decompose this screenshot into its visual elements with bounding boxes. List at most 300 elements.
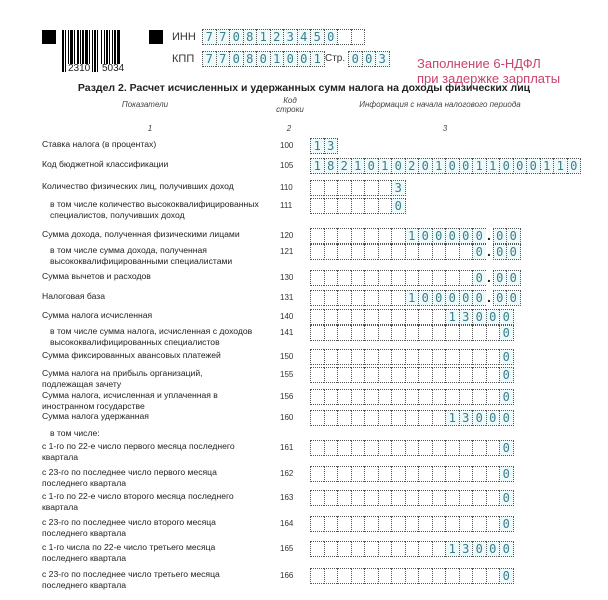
digit-cell[interactable] bbox=[378, 198, 392, 214]
digit-cell[interactable] bbox=[405, 466, 419, 482]
digit-cell[interactable] bbox=[310, 516, 324, 532]
digit-cell[interactable] bbox=[432, 309, 446, 325]
digit-cell[interactable] bbox=[351, 309, 365, 325]
digit-cell[interactable] bbox=[405, 367, 419, 383]
digit-cell[interactable]: 0 bbox=[506, 290, 521, 306]
digit-cell[interactable] bbox=[310, 410, 324, 426]
digit-cell[interactable] bbox=[364, 410, 378, 426]
row-fraction-field[interactable] bbox=[493, 270, 521, 286]
digit-cell[interactable]: 7 bbox=[202, 51, 216, 67]
digit-cell[interactable] bbox=[351, 367, 365, 383]
digit-cell[interactable]: 2 bbox=[270, 29, 284, 45]
digit-cell[interactable]: 0 bbox=[472, 228, 486, 244]
digit-cell[interactable] bbox=[337, 198, 351, 214]
digit-cell[interactable] bbox=[418, 541, 432, 557]
digit-cell[interactable] bbox=[418, 516, 432, 532]
digit-cell[interactable] bbox=[324, 349, 338, 365]
row-value-field[interactable] bbox=[310, 180, 406, 196]
digit-cell[interactable] bbox=[337, 389, 351, 405]
digit-cell[interactable] bbox=[378, 228, 392, 244]
digit-cell[interactable]: 0 bbox=[472, 309, 486, 325]
digit-cell[interactable]: 1 bbox=[445, 309, 459, 325]
digit-cell[interactable]: 0 bbox=[486, 309, 500, 325]
digit-cell[interactable] bbox=[418, 270, 432, 286]
digit-cell[interactable] bbox=[337, 349, 351, 365]
digit-cell[interactable]: 3 bbox=[391, 180, 406, 196]
digit-cell[interactable]: 0 bbox=[364, 158, 378, 174]
row-value-field[interactable] bbox=[310, 349, 514, 365]
digit-cell[interactable]: 0 bbox=[493, 244, 507, 260]
digit-cell[interactable]: 1 bbox=[486, 158, 500, 174]
row-value-field[interactable] bbox=[310, 410, 514, 426]
digit-cell[interactable]: 8 bbox=[324, 158, 338, 174]
digit-cell[interactable] bbox=[445, 349, 459, 365]
row-value-field[interactable] bbox=[310, 198, 406, 214]
digit-cell[interactable] bbox=[337, 270, 351, 286]
digit-cell[interactable] bbox=[445, 440, 459, 456]
digit-cell[interactable]: 0 bbox=[418, 290, 432, 306]
digit-cell[interactable] bbox=[364, 466, 378, 482]
row-value-field[interactable] bbox=[310, 325, 514, 341]
digit-cell[interactable]: 0 bbox=[362, 51, 376, 67]
digit-cell[interactable] bbox=[391, 309, 405, 325]
digit-cell[interactable] bbox=[351, 349, 365, 365]
digit-cell[interactable] bbox=[351, 568, 365, 584]
digit-cell[interactable] bbox=[486, 440, 500, 456]
digit-cell[interactable] bbox=[378, 516, 392, 532]
digit-cell[interactable] bbox=[364, 516, 378, 532]
digit-cell[interactable] bbox=[486, 490, 500, 506]
digit-cell[interactable] bbox=[391, 244, 405, 260]
digit-cell[interactable] bbox=[351, 180, 365, 196]
digit-cell[interactable] bbox=[337, 29, 351, 45]
digit-cell[interactable] bbox=[364, 440, 378, 456]
digit-cell[interactable] bbox=[364, 325, 378, 341]
digit-cell[interactable] bbox=[459, 349, 473, 365]
digit-cell[interactable] bbox=[391, 490, 405, 506]
digit-cell[interactable]: 1 bbox=[405, 228, 419, 244]
digit-cell[interactable] bbox=[472, 490, 486, 506]
row-value-field[interactable] bbox=[310, 440, 514, 456]
digit-cell[interactable] bbox=[378, 180, 392, 196]
digit-cell[interactable] bbox=[378, 490, 392, 506]
digit-cell[interactable] bbox=[310, 367, 324, 383]
digit-cell[interactable] bbox=[324, 290, 338, 306]
digit-cell[interactable]: 0 bbox=[283, 51, 297, 67]
digit-cell[interactable] bbox=[459, 367, 473, 383]
row-value-field[interactable] bbox=[310, 367, 514, 383]
digit-cell[interactable]: 0 bbox=[459, 158, 473, 174]
digit-cell[interactable]: 0 bbox=[472, 244, 486, 260]
digit-cell[interactable] bbox=[459, 440, 473, 456]
digit-cell[interactable] bbox=[405, 244, 419, 260]
digit-cell[interactable] bbox=[364, 198, 378, 214]
digit-cell[interactable] bbox=[337, 228, 351, 244]
digit-cell[interactable] bbox=[364, 541, 378, 557]
digit-cell[interactable] bbox=[378, 440, 392, 456]
digit-cell[interactable] bbox=[310, 244, 324, 260]
digit-cell[interactable] bbox=[472, 440, 486, 456]
digit-cell[interactable]: 0 bbox=[506, 228, 521, 244]
digit-cell[interactable]: 1 bbox=[432, 158, 446, 174]
digit-cell[interactable]: 0 bbox=[348, 51, 362, 67]
digit-cell[interactable] bbox=[364, 349, 378, 365]
row-value-field[interactable] bbox=[310, 244, 521, 260]
digit-cell[interactable] bbox=[405, 389, 419, 405]
digit-cell[interactable]: 0 bbox=[472, 541, 486, 557]
digit-cell[interactable] bbox=[351, 244, 365, 260]
digit-cell[interactable] bbox=[310, 389, 324, 405]
digit-cell[interactable] bbox=[337, 290, 351, 306]
digit-cell[interactable] bbox=[432, 541, 446, 557]
digit-cell[interactable] bbox=[486, 367, 500, 383]
digit-cell[interactable] bbox=[445, 490, 459, 506]
digit-cell[interactable] bbox=[391, 568, 405, 584]
digit-cell[interactable]: 5 bbox=[310, 29, 324, 45]
digit-cell[interactable]: 3 bbox=[459, 541, 473, 557]
digit-cell[interactable] bbox=[459, 325, 473, 341]
digit-cell[interactable] bbox=[405, 410, 419, 426]
digit-cell[interactable] bbox=[324, 389, 338, 405]
digit-cell[interactable] bbox=[337, 180, 351, 196]
digit-cell[interactable] bbox=[324, 541, 338, 557]
digit-cell[interactable] bbox=[337, 410, 351, 426]
digit-cell[interactable] bbox=[472, 349, 486, 365]
digit-cell[interactable] bbox=[472, 516, 486, 532]
digit-cell[interactable]: 0 bbox=[499, 466, 514, 482]
digit-cell[interactable] bbox=[432, 270, 446, 286]
digit-cell[interactable] bbox=[310, 228, 324, 244]
row-value-field[interactable] bbox=[310, 138, 338, 154]
digit-cell[interactable]: 0 bbox=[391, 158, 405, 174]
digit-cell[interactable] bbox=[445, 389, 459, 405]
digit-cell[interactable] bbox=[378, 367, 392, 383]
digit-cell[interactable]: 0 bbox=[486, 541, 500, 557]
digit-cell[interactable]: 1 bbox=[378, 158, 392, 174]
digit-cell[interactable] bbox=[378, 309, 392, 325]
digit-cell[interactable] bbox=[337, 466, 351, 482]
digit-cell[interactable] bbox=[351, 541, 365, 557]
row-value-field[interactable] bbox=[310, 389, 514, 405]
digit-cell[interactable] bbox=[324, 516, 338, 532]
row-value-field[interactable] bbox=[310, 309, 514, 325]
digit-cell[interactable]: 8 bbox=[243, 29, 257, 45]
digit-cell[interactable] bbox=[378, 325, 392, 341]
digit-cell[interactable]: 0 bbox=[432, 290, 446, 306]
digit-cell[interactable] bbox=[324, 180, 338, 196]
digit-cell[interactable]: 1 bbox=[351, 158, 365, 174]
digit-cell[interactable]: 0 bbox=[499, 367, 514, 383]
digit-cell[interactable] bbox=[378, 244, 392, 260]
digit-cell[interactable] bbox=[364, 180, 378, 196]
row-value-field[interactable] bbox=[310, 158, 581, 174]
digit-cell[interactable] bbox=[418, 367, 432, 383]
digit-cell[interactable] bbox=[310, 541, 324, 557]
digit-cell[interactable] bbox=[310, 325, 324, 341]
digit-cell[interactable] bbox=[378, 410, 392, 426]
digit-cell[interactable]: 0 bbox=[459, 228, 473, 244]
digit-cell[interactable] bbox=[405, 541, 419, 557]
digit-cell[interactable] bbox=[351, 440, 365, 456]
digit-cell[interactable]: 0 bbox=[493, 228, 507, 244]
digit-cell[interactable]: 0 bbox=[229, 29, 243, 45]
digit-cell[interactable] bbox=[432, 349, 446, 365]
digit-cell[interactable]: 0 bbox=[418, 228, 432, 244]
digit-cell[interactable]: 0 bbox=[445, 228, 459, 244]
digit-cell[interactable] bbox=[418, 309, 432, 325]
digit-cell[interactable] bbox=[324, 440, 338, 456]
digit-cell[interactable]: 0 bbox=[493, 270, 507, 286]
digit-cell[interactable] bbox=[486, 516, 500, 532]
digit-cell[interactable] bbox=[459, 568, 473, 584]
digit-cell[interactable]: 0 bbox=[499, 490, 514, 506]
digit-cell[interactable] bbox=[472, 389, 486, 405]
digit-cell[interactable] bbox=[378, 541, 392, 557]
digit-cell[interactable] bbox=[459, 270, 473, 286]
digit-cell[interactable] bbox=[418, 490, 432, 506]
digit-cell[interactable] bbox=[364, 490, 378, 506]
digit-cell[interactable] bbox=[337, 325, 351, 341]
digit-cell[interactable] bbox=[337, 244, 351, 260]
digit-cell[interactable] bbox=[472, 367, 486, 383]
digit-cell[interactable] bbox=[405, 568, 419, 584]
digit-cell[interactable] bbox=[364, 244, 378, 260]
digit-cell[interactable]: 0 bbox=[493, 290, 507, 306]
digit-cell[interactable] bbox=[364, 367, 378, 383]
digit-cell[interactable] bbox=[351, 270, 365, 286]
digit-cell[interactable]: 7 bbox=[216, 29, 230, 45]
digit-cell[interactable]: 0 bbox=[499, 568, 514, 584]
digit-cell[interactable]: 0 bbox=[499, 325, 514, 341]
digit-cell[interactable] bbox=[432, 568, 446, 584]
digit-cell[interactable] bbox=[445, 325, 459, 341]
digit-cell[interactable] bbox=[486, 325, 500, 341]
digit-cell[interactable]: 0 bbox=[526, 158, 540, 174]
digit-cell[interactable] bbox=[324, 270, 338, 286]
digit-cell[interactable]: 0 bbox=[297, 51, 311, 67]
digit-cell[interactable] bbox=[337, 568, 351, 584]
digit-cell[interactable] bbox=[364, 389, 378, 405]
digit-cell[interactable]: 8 bbox=[243, 51, 257, 67]
row-value-field[interactable] bbox=[310, 541, 514, 557]
inn-field[interactable] bbox=[202, 29, 365, 45]
digit-cell[interactable] bbox=[486, 466, 500, 482]
digit-cell[interactable] bbox=[310, 180, 324, 196]
digit-cell[interactable] bbox=[391, 349, 405, 365]
digit-cell[interactable] bbox=[432, 466, 446, 482]
digit-cell[interactable] bbox=[324, 490, 338, 506]
digit-cell[interactable] bbox=[310, 349, 324, 365]
digit-cell[interactable] bbox=[445, 367, 459, 383]
digit-cell[interactable] bbox=[378, 290, 392, 306]
digit-cell[interactable] bbox=[391, 228, 405, 244]
digit-cell[interactable] bbox=[391, 410, 405, 426]
digit-cell[interactable] bbox=[445, 516, 459, 532]
digit-cell[interactable] bbox=[418, 389, 432, 405]
digit-cell[interactable] bbox=[337, 367, 351, 383]
digit-cell[interactable]: 0 bbox=[472, 410, 486, 426]
digit-cell[interactable] bbox=[405, 516, 419, 532]
digit-cell[interactable]: 7 bbox=[202, 29, 216, 45]
digit-cell[interactable]: 4 bbox=[297, 29, 311, 45]
digit-cell[interactable]: 1 bbox=[310, 158, 324, 174]
digit-cell[interactable]: 3 bbox=[459, 309, 473, 325]
digit-cell[interactable] bbox=[351, 410, 365, 426]
digit-cell[interactable] bbox=[405, 349, 419, 365]
digit-cell[interactable] bbox=[310, 290, 324, 306]
digit-cell[interactable] bbox=[432, 367, 446, 383]
digit-cell[interactable] bbox=[391, 541, 405, 557]
digit-cell[interactable] bbox=[337, 490, 351, 506]
digit-cell[interactable] bbox=[486, 568, 500, 584]
digit-cell[interactable]: 0 bbox=[499, 389, 514, 405]
digit-cell[interactable]: 3 bbox=[375, 51, 390, 67]
digit-cell[interactable] bbox=[324, 325, 338, 341]
digit-cell[interactable]: 0 bbox=[445, 158, 459, 174]
digit-cell[interactable] bbox=[351, 325, 365, 341]
digit-cell[interactable] bbox=[310, 466, 324, 482]
digit-cell[interactable] bbox=[459, 490, 473, 506]
digit-cell[interactable] bbox=[445, 244, 459, 260]
digit-cell[interactable] bbox=[405, 490, 419, 506]
digit-cell[interactable] bbox=[432, 244, 446, 260]
digit-cell[interactable] bbox=[418, 440, 432, 456]
digit-cell[interactable]: 0 bbox=[324, 29, 338, 45]
digit-cell[interactable]: 0 bbox=[472, 270, 486, 286]
digit-cell[interactable]: 0 bbox=[567, 158, 582, 174]
digit-cell[interactable] bbox=[391, 367, 405, 383]
digit-cell[interactable] bbox=[310, 490, 324, 506]
row-value-field[interactable] bbox=[310, 490, 514, 506]
digit-cell[interactable]: 1 bbox=[256, 29, 270, 45]
row-value-field[interactable] bbox=[310, 270, 521, 286]
digit-cell[interactable]: 0 bbox=[499, 541, 514, 557]
row-value-field[interactable] bbox=[310, 466, 514, 482]
digit-cell[interactable] bbox=[324, 228, 338, 244]
page-number-field[interactable] bbox=[348, 51, 390, 67]
digit-cell[interactable] bbox=[378, 349, 392, 365]
digit-cell[interactable] bbox=[405, 325, 419, 341]
digit-cell[interactable] bbox=[445, 568, 459, 584]
digit-cell[interactable] bbox=[391, 290, 405, 306]
digit-cell[interactable]: 1 bbox=[445, 541, 459, 557]
row-fraction-field[interactable] bbox=[493, 244, 521, 260]
digit-cell[interactable] bbox=[337, 541, 351, 557]
digit-cell[interactable]: 0 bbox=[459, 290, 473, 306]
row-fraction-field[interactable] bbox=[493, 290, 521, 306]
row-value-field[interactable] bbox=[310, 568, 514, 584]
digit-cell[interactable]: 0 bbox=[499, 440, 514, 456]
digit-cell[interactable]: 0 bbox=[486, 410, 500, 426]
digit-cell[interactable]: 2 bbox=[405, 158, 419, 174]
row-value-field[interactable] bbox=[310, 228, 521, 244]
digit-cell[interactable] bbox=[310, 440, 324, 456]
digit-cell[interactable]: 0 bbox=[499, 158, 513, 174]
row-value-field[interactable] bbox=[310, 516, 514, 532]
digit-cell[interactable] bbox=[445, 466, 459, 482]
digit-cell[interactable] bbox=[337, 516, 351, 532]
digit-cell[interactable] bbox=[418, 466, 432, 482]
digit-cell[interactable]: 0 bbox=[432, 228, 446, 244]
digit-cell[interactable] bbox=[391, 325, 405, 341]
digit-cell[interactable]: 1 bbox=[445, 410, 459, 426]
digit-cell[interactable]: 1 bbox=[553, 158, 567, 174]
digit-cell[interactable] bbox=[418, 349, 432, 365]
digit-cell[interactable] bbox=[364, 290, 378, 306]
digit-cell[interactable]: 0 bbox=[506, 270, 521, 286]
digit-cell[interactable] bbox=[351, 490, 365, 506]
digit-cell[interactable]: 0 bbox=[499, 349, 514, 365]
digit-cell[interactable] bbox=[324, 367, 338, 383]
digit-cell[interactable] bbox=[472, 568, 486, 584]
digit-cell[interactable] bbox=[351, 466, 365, 482]
digit-cell[interactable] bbox=[337, 440, 351, 456]
digit-cell[interactable] bbox=[418, 244, 432, 260]
digit-cell[interactable] bbox=[337, 309, 351, 325]
digit-cell[interactable]: 2 bbox=[337, 158, 351, 174]
digit-cell[interactable] bbox=[432, 440, 446, 456]
digit-cell[interactable]: 3 bbox=[324, 138, 339, 154]
digit-cell[interactable] bbox=[432, 410, 446, 426]
digit-cell[interactable] bbox=[391, 466, 405, 482]
digit-cell[interactable] bbox=[432, 389, 446, 405]
digit-cell[interactable] bbox=[405, 440, 419, 456]
digit-cell[interactable] bbox=[418, 325, 432, 341]
digit-cell[interactable] bbox=[364, 309, 378, 325]
digit-cell[interactable]: 0 bbox=[229, 51, 243, 67]
digit-cell[interactable]: 0 bbox=[513, 158, 527, 174]
digit-cell[interactable] bbox=[445, 270, 459, 286]
digit-cell[interactable] bbox=[459, 389, 473, 405]
digit-cell[interactable] bbox=[351, 290, 365, 306]
digit-cell[interactable] bbox=[310, 198, 324, 214]
digit-cell[interactable] bbox=[364, 270, 378, 286]
kpp-field[interactable] bbox=[202, 51, 325, 67]
digit-cell[interactable] bbox=[459, 466, 473, 482]
row-fraction-field[interactable] bbox=[493, 228, 521, 244]
digit-cell[interactable]: 0 bbox=[499, 309, 514, 325]
digit-cell[interactable] bbox=[324, 244, 338, 260]
digit-cell[interactable] bbox=[364, 568, 378, 584]
digit-cell[interactable]: 0 bbox=[391, 198, 406, 214]
digit-cell[interactable] bbox=[472, 466, 486, 482]
digit-cell[interactable] bbox=[364, 228, 378, 244]
digit-cell[interactable] bbox=[405, 309, 419, 325]
digit-cell[interactable]: 0 bbox=[418, 158, 432, 174]
digit-cell[interactable] bbox=[378, 466, 392, 482]
digit-cell[interactable] bbox=[324, 568, 338, 584]
digit-cell[interactable] bbox=[310, 568, 324, 584]
digit-cell[interactable]: 0 bbox=[506, 244, 521, 260]
digit-cell[interactable]: 0 bbox=[499, 410, 514, 426]
row-value-field[interactable] bbox=[310, 290, 521, 306]
digit-cell[interactable]: 3 bbox=[459, 410, 473, 426]
digit-cell[interactable]: 1 bbox=[540, 158, 554, 174]
digit-cell[interactable]: 3 bbox=[283, 29, 297, 45]
digit-cell[interactable] bbox=[432, 325, 446, 341]
digit-cell[interactable] bbox=[351, 389, 365, 405]
digit-cell[interactable] bbox=[310, 309, 324, 325]
digit-cell[interactable] bbox=[378, 568, 392, 584]
digit-cell[interactable]: 7 bbox=[216, 51, 230, 67]
digit-cell[interactable] bbox=[459, 244, 473, 260]
digit-cell[interactable] bbox=[405, 270, 419, 286]
digit-cell[interactable] bbox=[378, 389, 392, 405]
digit-cell[interactable] bbox=[310, 270, 324, 286]
digit-cell[interactable]: 1 bbox=[270, 51, 284, 67]
digit-cell[interactable] bbox=[351, 198, 365, 214]
digit-cell[interactable] bbox=[486, 389, 500, 405]
